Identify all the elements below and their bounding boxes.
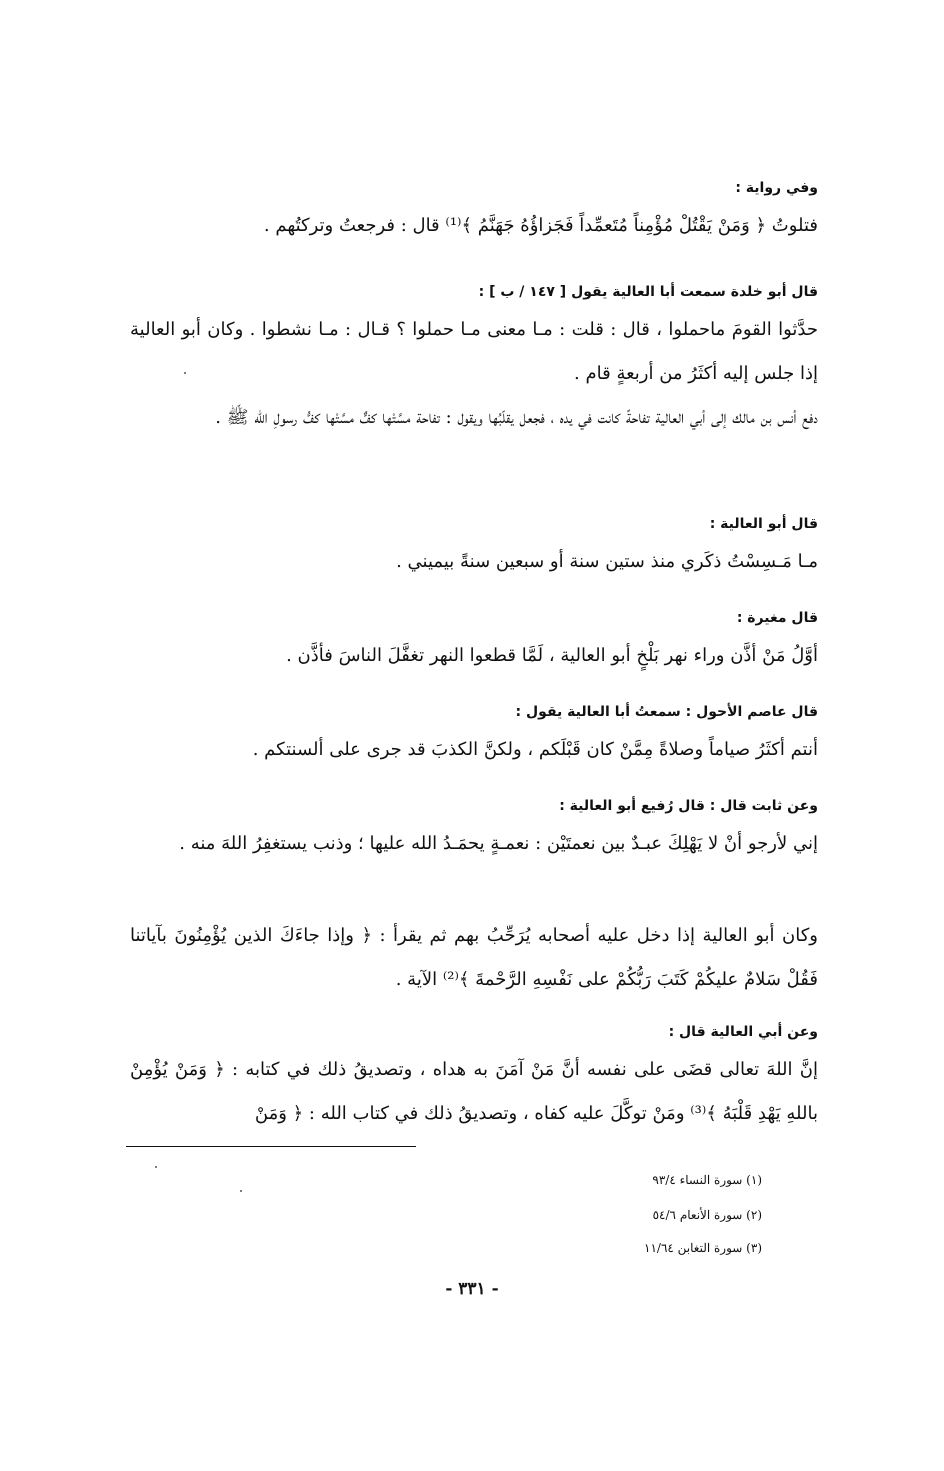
block-heading: وعن ثابت قال : قال رُفيع أبو العالية : [559,798,818,814]
footnote-2: (٢) سورة الأنعام ٥٤/٦ [652,1208,762,1222]
block-heading: وفي رواية : [735,180,818,196]
block-paragraph: دفع أنس بن مالك إلى أبي العالية تفاحةً كانت في يده ، فجعل يقلّبُها ويقول : تفاحة مسَّتْها كفٌّ مسَّتْها كفُّ رسولِ الله ﷺ . [215,407,818,428]
block-paragraph: فتلوتُ ﴿ وَمَنْ يَقْتُلْ مُؤْمِناً مُتَعمِّداً فَجَزاؤُهُ جَهَنَّمُ ﴾⁽¹⁾ قال : فرجعتُ وتركتُهم . [263,215,818,236]
scan-speck [184,372,186,374]
block-paragraph: أنتم أكثَرُ صياماً وصلاةً مِمَّنْ كان قَبْلَكم ، ولكنَّ الكذبَ قد جرى على ألسنتكم . [252,739,818,760]
footnote-1: (١) سورة النساء ٩٣/٤ [652,1173,762,1187]
block-riwaya [130,178,818,248]
scan-speck [240,1190,242,1192]
block-mughira [130,608,818,678]
block-heading: وعن أبي العالية قال : [668,1024,818,1040]
block-paragraph: إنَّ اللهَ تعالى قضَى على نفسه أنَّ مَنْ آمَنَ به هداه ، وتصديقُ ذلك في كتابه : ﴿ وَمَنْ يُؤْمِنْ باللهِ يَهْدِ قَلْبَهُ ﴾⁽³⁾ ومَنْ توكَّلَ عليه كفاه ، وتصديقُ ذلك في كتاب الله : ﴿ وَمَنْ [130,1059,818,1124]
block-abu-khalda [130,282,818,396]
page-number: - ٣٣١ - [445,1279,499,1299]
block-paragraph: حدَّثوا القومَ ماحملوا ، قال : قلت : مـا معنى مـا حملوا ؟ قـال : مـا نشطوا . وكان أبو العالية إذا جلس إليه أكثَرُ من أربعةٍ قام . [130,319,818,384]
block-abu-aliya-2 [130,1022,818,1136]
block-asim [130,702,818,772]
block-paragraph: أوَّلُ مَنْ أذَّن وراء نهر بَلْخٍ أبو العالية ، لَمَّا قطعوا النهر تغفَّلَ الناسَ فأذَّن . [286,645,818,666]
block-anas [130,396,818,440]
footnote-3: (٣) سورة التغابن ١١/٦٤ [644,1241,762,1255]
block-paragraph: مـا مَـسِسْتُ ذكَري منذ ستين سنة أو سبعين سنةً بيميني . [396,551,818,572]
block-paragraph: إني لأرجو أنْ لا يَهْلِكَ عبـدٌ بين نعمتَيْن : نعمـةٍ يحمَـدُ الله عليها ؛ وذنب يستغفِرُ اللهَ منه . [179,833,818,854]
block-abu-aliya-1 [130,514,818,584]
block-thabit [130,796,818,866]
block-heading: قال مغيرة : [736,610,818,626]
block-ashab [130,914,818,1002]
block-heading: قال أبو خلدة سمعت أبا العالية يقول [ ١٤٧ / ب ] : [478,284,818,300]
block-paragraph: وكان أبو العالية إذا دخل عليه أصحابه يُرَحِّبُ بهم ثم يقرأ : ﴿ وإذا جاءَكَ الذين يُؤْمِنُونَ بآياتنا فَقُلْ سَلامٌ عليكُمْ كَتَبَ رَبُّكُمْ على نَفْسِهِ الرَّحْمةَ ﴾⁽²⁾ الآية . [130,925,818,990]
block-heading: قال عاصم الأحول : سمعتُ أبا العالية يقول : [515,704,818,720]
footnote-separator [126,1146,416,1147]
scan-speck [155,1166,157,1168]
block-heading: قال أبو العالية : [709,516,818,532]
